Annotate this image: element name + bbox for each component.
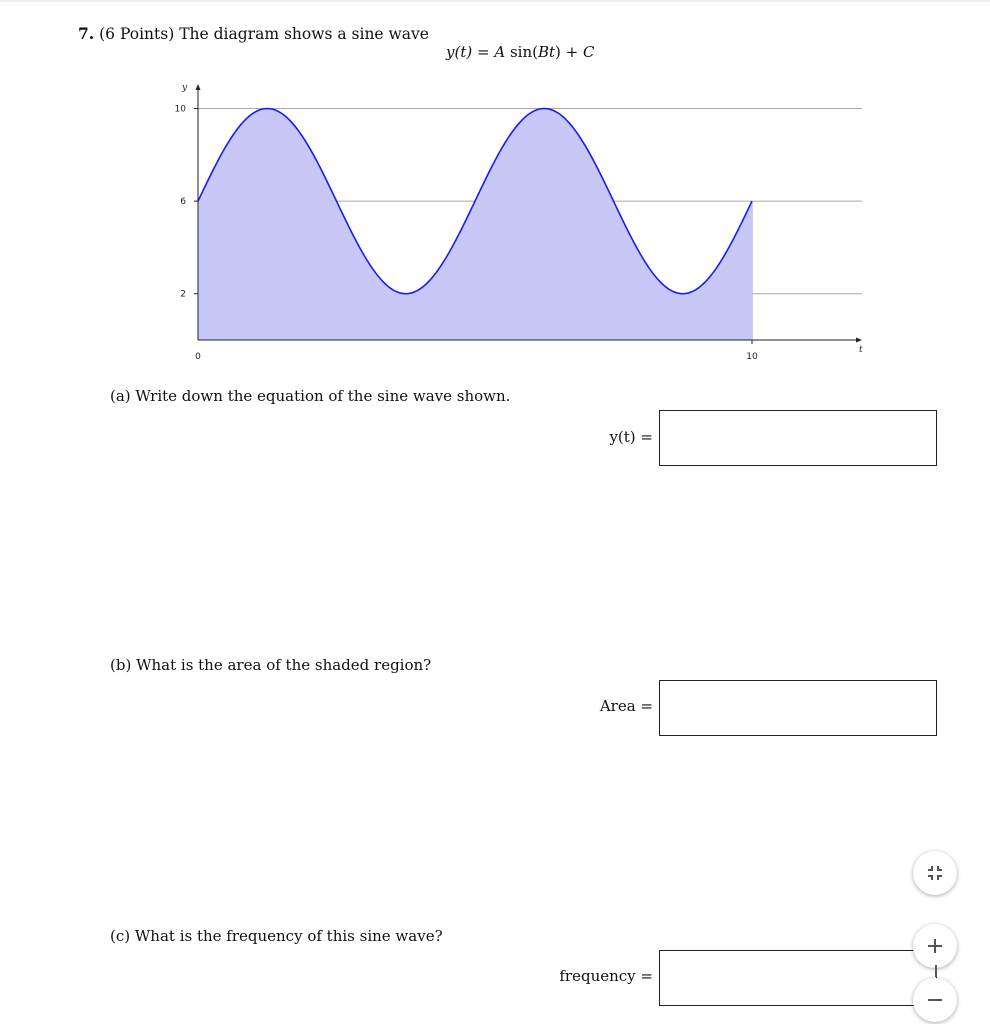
equation-plus: + (565, 43, 579, 61)
y-axis-arrow (196, 84, 201, 90)
part-c-answer-box[interactable] (659, 950, 937, 1006)
part-b-answer-label: Area = (599, 697, 653, 715)
x-axis-arrow (856, 338, 862, 343)
equation-a: A (494, 43, 506, 61)
zoom-connector (935, 965, 937, 977)
x-tick-label-10: 10 (746, 352, 758, 362)
equation-b: Bt (537, 43, 556, 61)
minus-icon (927, 992, 943, 1008)
x-tick-label-0: 0 (195, 352, 201, 362)
part-c-question: (c) What is the frequency of this sine wave? (110, 927, 443, 945)
zoom-in-button[interactable] (913, 924, 957, 968)
y-tick-label-10: 10 (174, 104, 186, 115)
equation-c: C (583, 43, 595, 61)
question-points: (6 Points) (99, 25, 175, 43)
part-b-answer-box[interactable] (659, 680, 937, 736)
equation-close: ) (555, 43, 561, 61)
part-c-answer-label: frequency = (559, 967, 653, 985)
part-a-question: (a) Write down the equation of the sine wave shown. (110, 387, 511, 405)
equation-lhs: y(t) = (446, 43, 490, 61)
y-tick-label-6: 6 (180, 197, 186, 208)
part-a-answer-box[interactable] (659, 410, 937, 466)
sine-wave-chart (0, 0, 990, 380)
zoom-out-button[interactable] (913, 978, 957, 1022)
fit-to-page-icon (927, 865, 943, 881)
plus-icon (927, 938, 943, 954)
part-a-answer-label: y(t) = (609, 428, 653, 446)
part-b-question: (b) What is the area of the shaded region? (110, 656, 432, 674)
y-axis-label: y (182, 83, 188, 93)
x-axis-label: t (859, 345, 863, 355)
y-tick-label-2: 2 (180, 289, 186, 300)
fit-to-page-button[interactable] (913, 851, 957, 895)
equation-sin: sin( (509, 43, 538, 61)
question-text: The diagram shows a sine wave (179, 25, 429, 43)
question-number: 7. (78, 24, 95, 43)
shaded-area (198, 109, 752, 341)
